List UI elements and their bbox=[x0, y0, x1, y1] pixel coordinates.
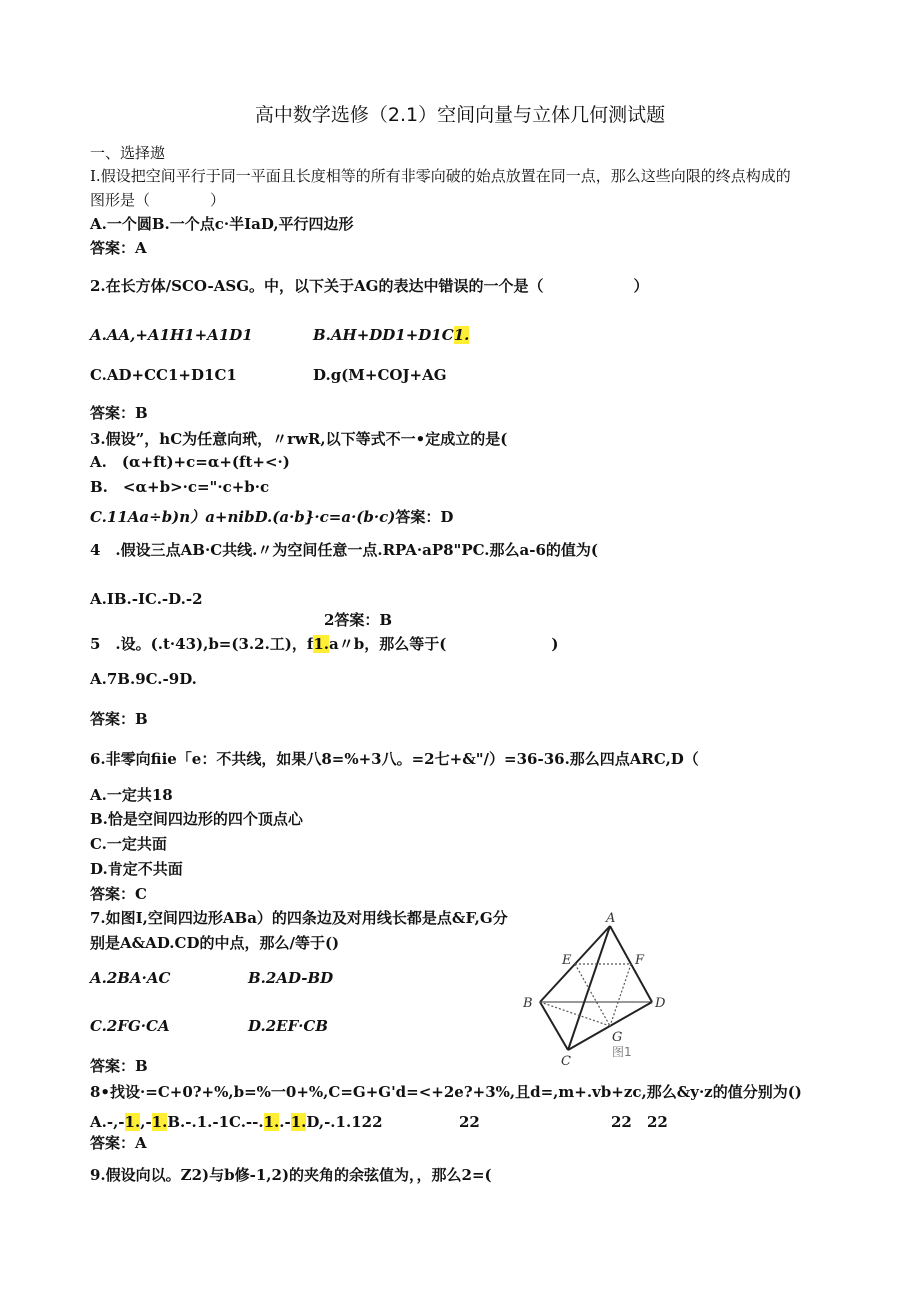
q8-options-part5: D,-.1.122 bbox=[306, 1113, 383, 1131]
edge-bc bbox=[540, 1002, 568, 1050]
figure-caption: 图1 bbox=[612, 1045, 632, 1059]
q1-stem-line2: 图形是（ ） bbox=[90, 191, 226, 209]
q2-option-d: D.g(M+COJ+AG bbox=[313, 366, 447, 384]
q2-option-a: A.AA,+A1H1+A1D1 bbox=[90, 326, 253, 344]
q8-options-highlight4: 1. bbox=[290, 1113, 307, 1131]
q8-fraction-1: 22 bbox=[459, 1113, 480, 1131]
q2-option-c: C.AD+CC1+D1C1 bbox=[90, 366, 237, 384]
q2-answer: 答案：B bbox=[90, 404, 148, 422]
q7-option-c: C.2FG·CA bbox=[90, 1017, 170, 1035]
q5-stem-highlight: 1. bbox=[313, 635, 330, 653]
q8-stem: 8•找设·=C+0?+%,b=%一0+%,C=G+G'd=<+2e?+3%,且d=,m+.vb+zc,那么&y·z的值分别为() bbox=[90, 1083, 802, 1101]
page-title: 高中数学选修（2.1）空间向量与立体几何测试题 bbox=[254, 104, 666, 126]
edge-ac bbox=[568, 926, 610, 1050]
q6-option-c: C.一定共面 bbox=[90, 835, 167, 853]
q8-options-part3: B.-.1.-1C.--. bbox=[167, 1113, 264, 1131]
q3-answer: 答案：D bbox=[395, 508, 454, 526]
label-d: D bbox=[655, 996, 666, 1011]
label-b: B bbox=[523, 996, 533, 1011]
label-c: C bbox=[561, 1054, 571, 1068]
q8-fraction-3: 22 bbox=[647, 1113, 668, 1131]
q3-option-a: A. (α+ft)+c=α+(ft+<·) bbox=[90, 453, 290, 471]
q5-stem bbox=[90, 635, 558, 653]
label-f: F bbox=[635, 953, 645, 968]
q7-option-b: B.2AD-BD bbox=[248, 969, 334, 987]
q6-option-a: A.一定共18 bbox=[90, 786, 173, 804]
q5-stem-text: 5 .设。(.t·43),b=(3.2.工)，f bbox=[90, 635, 314, 653]
q7-stem-line1: 7.如图I,空间四边形ABa）的四条边及对用线长都是点&F,G分 bbox=[90, 909, 508, 927]
q7-option-a: A.2BA·AC bbox=[90, 969, 171, 987]
q8-options-part1: A.-,- bbox=[90, 1113, 125, 1131]
q7-stem-line2: 别是A&AD.CD的中点，那么/等于() bbox=[90, 934, 340, 952]
label-e: E bbox=[562, 953, 572, 968]
q8-options-highlight3: 1. bbox=[263, 1113, 280, 1131]
q7-answer: 答案：B bbox=[90, 1057, 148, 1075]
q1-options: A.一个圆B.一个点c·半IaD,平行四边形 bbox=[90, 215, 354, 233]
q5-options: A.7B.9C.-9D. bbox=[90, 670, 197, 688]
q3-option-b: B. <α+b>·c="·c+b·c bbox=[90, 478, 270, 496]
q1-stem-line1: I.假设把空间平行于同一平面且长度相等的所有非零向破的始点放置在同一点，那么这些向限的终点构成的 bbox=[90, 167, 791, 185]
q3-stem: 3.假设”，hC为任意向玳，〃rwR,以下等式不一•定成立的是( bbox=[90, 430, 508, 448]
q5-answer: 答案：B bbox=[90, 710, 148, 728]
q6-answer: 答案：C bbox=[90, 885, 147, 903]
q5-stem-rest: a〃b，那么等于( ) bbox=[329, 635, 559, 653]
q4-stem: 4 .假设三点AB·C共线.〃为空间任意一点.RPA·aP8"PC.那么a-6的值为( bbox=[90, 541, 599, 559]
q8-fraction-2: 22 bbox=[611, 1113, 632, 1131]
q3-options-cd-text: C.11Aa÷b)n）a+nibD.(a·b}·c=a·(b·c) bbox=[90, 508, 396, 526]
q6-stem: 6.非零向fiie「e：不共线，如果八8=%+3八。=2七+&"/）=36-36.那么四点ARC,D（ bbox=[90, 750, 699, 768]
q6-option-d: D.肯定不共面 bbox=[90, 860, 183, 878]
q8-answer: 答案：A bbox=[90, 1134, 147, 1152]
q2-stem: 2.在长方体/SCO-ASG。中，以下关于AG的表达中错误的一个是（ ） bbox=[90, 277, 649, 295]
q2-option-b bbox=[313, 326, 469, 344]
section-heading: 一、选择遨 bbox=[90, 144, 166, 162]
q8-options-part2: ,- bbox=[140, 1113, 152, 1131]
tetrahedron-figure bbox=[518, 908, 678, 1068]
q8-options-part4: .- bbox=[279, 1113, 291, 1131]
label-a: A bbox=[606, 911, 616, 926]
q2-option-b-highlight: 1. bbox=[453, 326, 470, 344]
q8-options-highlight2: 1. bbox=[151, 1113, 168, 1131]
q4-options: A.IB.-IC.-D.-2 bbox=[90, 590, 203, 608]
q8-options-highlight1: 1. bbox=[124, 1113, 141, 1131]
q8-options bbox=[90, 1113, 383, 1131]
q2-option-b-text: B.AH+DD1+D1C bbox=[313, 326, 454, 344]
label-g: G bbox=[612, 1030, 623, 1045]
q4-answer: 2答案：B bbox=[324, 611, 393, 629]
q9-stem: 9.假设向以。Z2)与b修-1,2)的夹角的余弦值为，，那么2=( bbox=[90, 1166, 492, 1184]
q6-option-b: B.恰是空间四边形的四个顶点心 bbox=[90, 810, 303, 828]
q7-option-d: D.2EF·CB bbox=[248, 1017, 329, 1035]
segment-bg bbox=[540, 1002, 610, 1026]
q1-answer: 答案：A bbox=[90, 239, 147, 257]
q3-options-cd bbox=[90, 508, 453, 526]
